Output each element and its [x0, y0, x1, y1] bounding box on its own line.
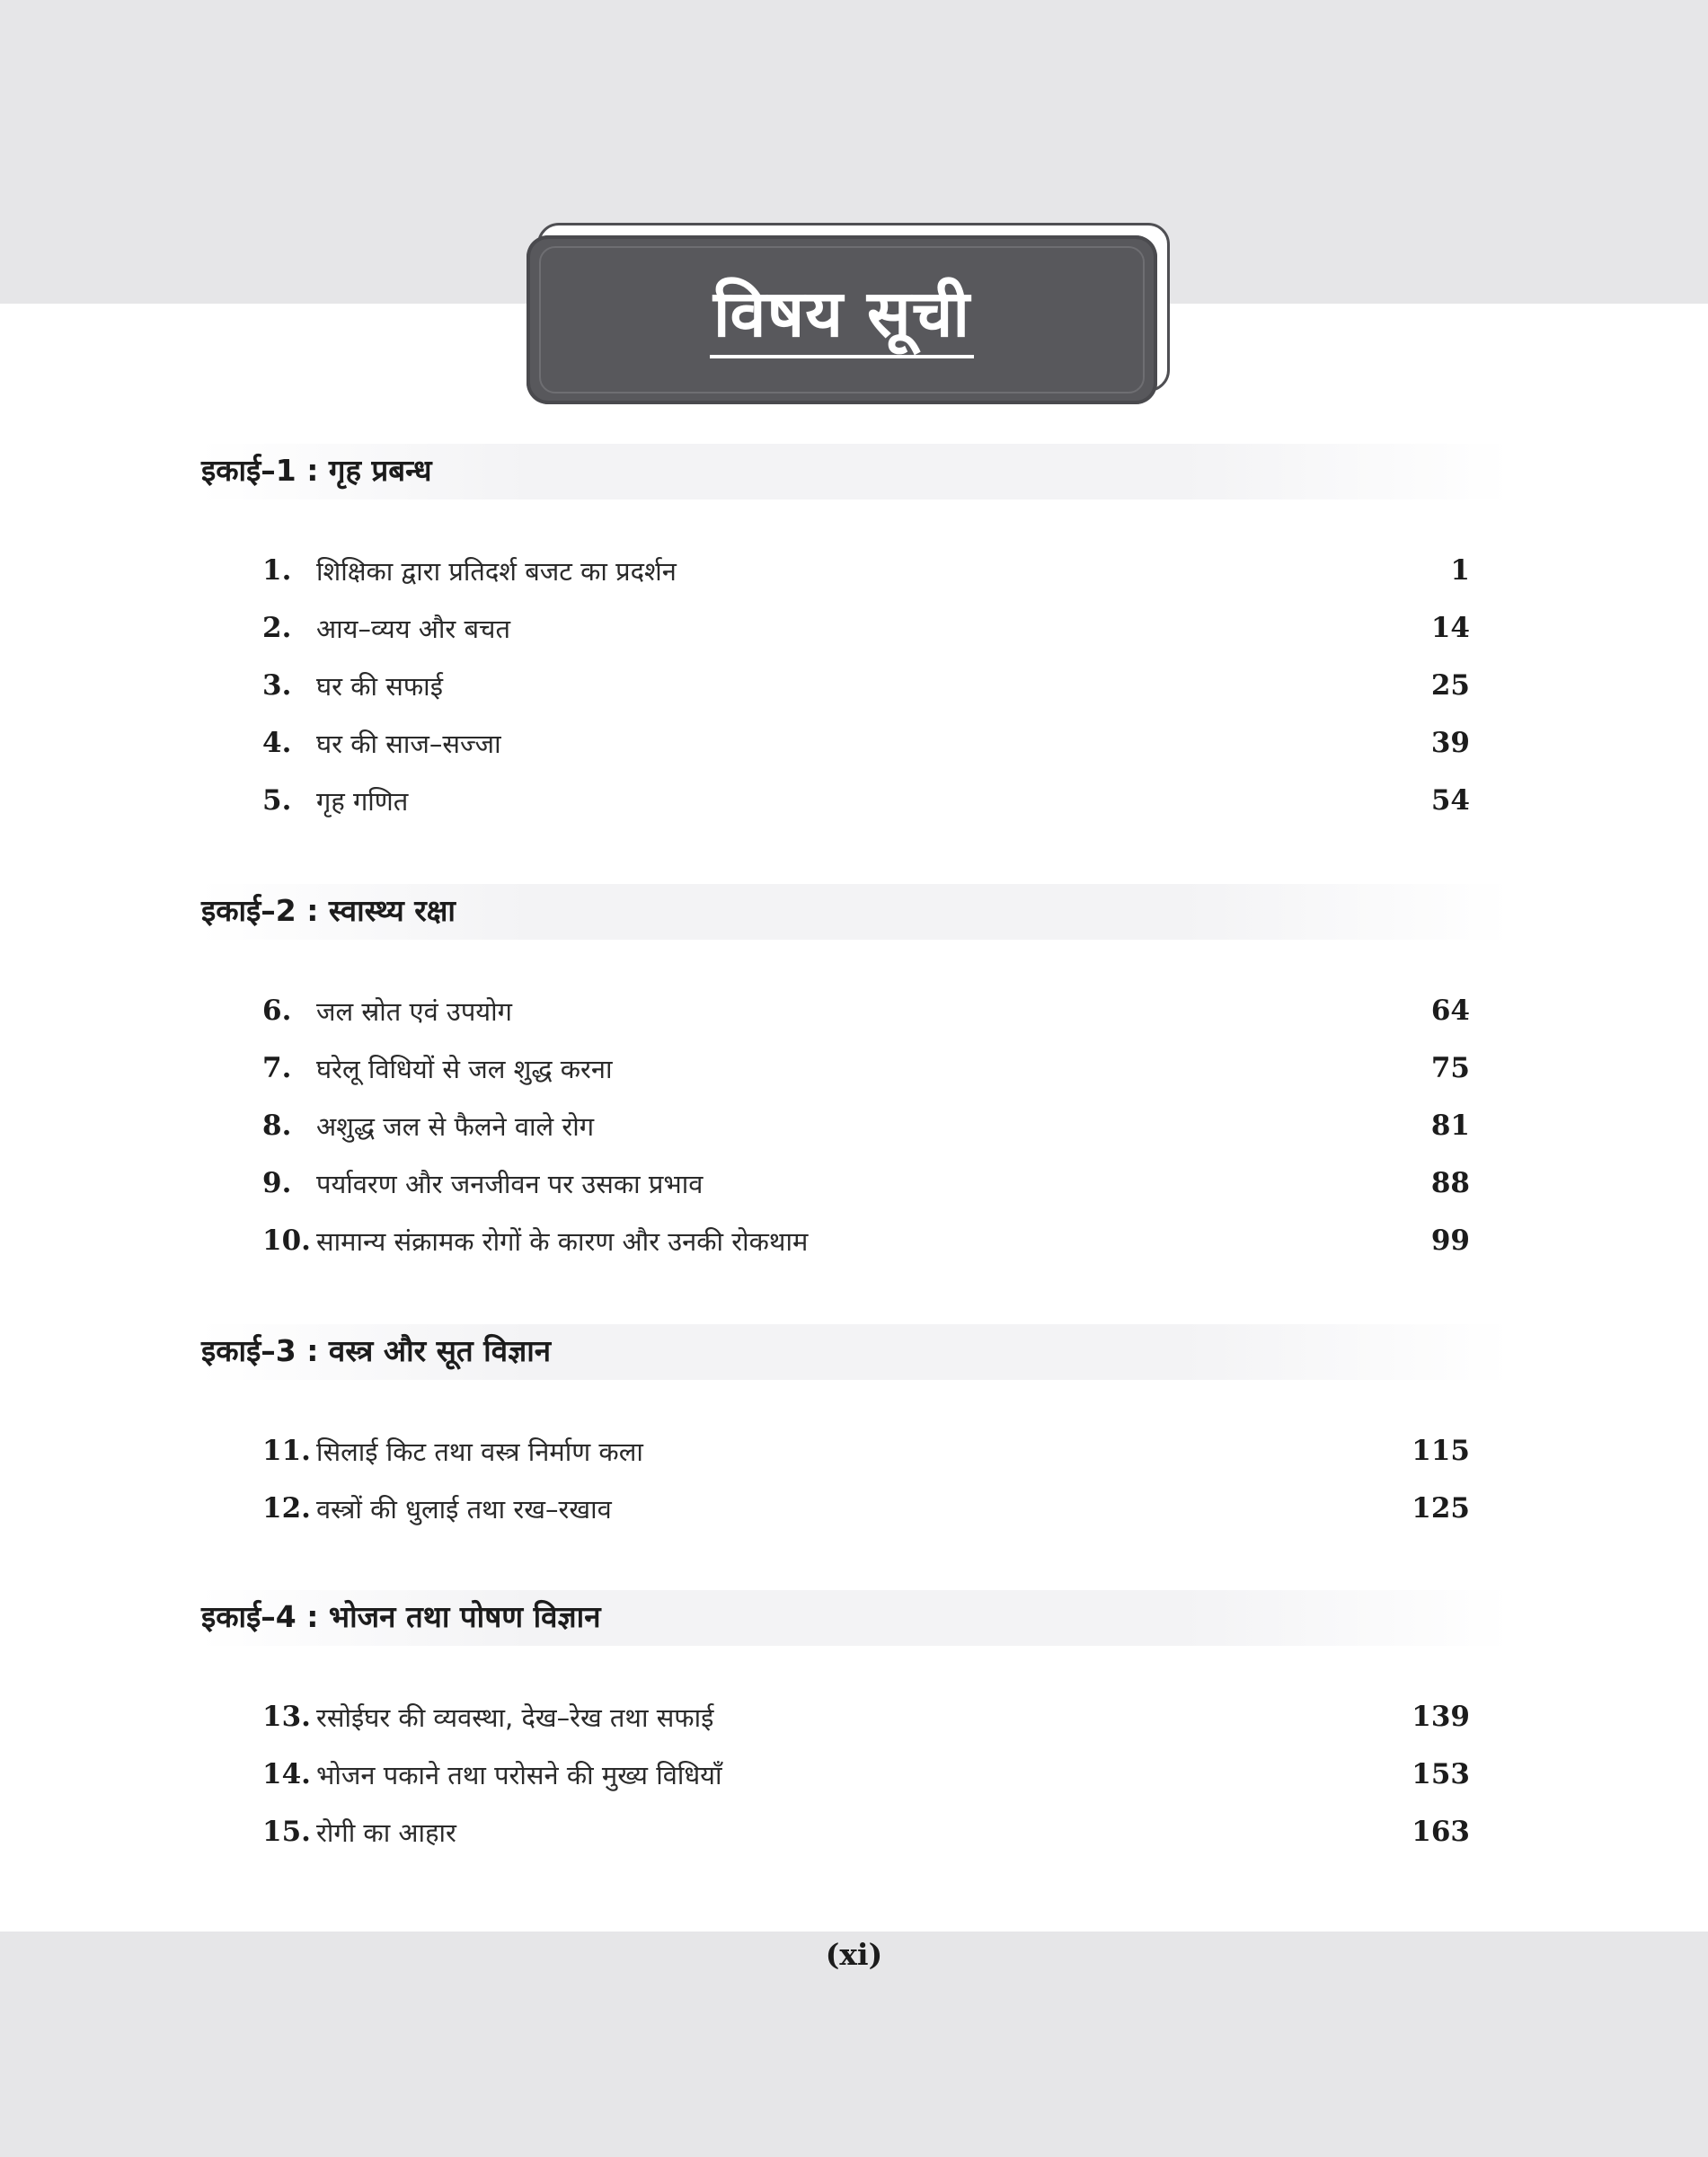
unit-1-heading: इकाई–1 : गृह प्रबन्ध: [201, 453, 432, 488]
unit-2-heading: इकाई–2 : स्वास्थ्य रक्षा: [201, 893, 456, 928]
chapter-title: आय–व्यय और बचत: [316, 613, 510, 644]
chapter-number: 10.: [262, 1224, 311, 1257]
chapter-page: 153: [1412, 1758, 1470, 1790]
chapter-title: रोगी का आहार: [316, 1817, 456, 1848]
chapter-title: रसोईघर की व्यवस्था, देख–रेख तथा सफाई: [316, 1702, 714, 1733]
chapter-number: 1.: [262, 554, 292, 587]
toc-row[interactable]: [262, 720, 1470, 765]
toc-row[interactable]: [262, 1046, 1470, 1091]
chapter-title: वस्त्रों की धुलाई तथा रख–रखाव: [316, 1493, 612, 1525]
chapter-page: 14: [1430, 612, 1470, 644]
chapter-title: सिलाई किट तथा वस्त्र निर्माण कला: [316, 1436, 643, 1467]
chapter-title: घर की सफाई: [316, 670, 443, 702]
toc-row[interactable]: [262, 1486, 1470, 1531]
chapter-page: 64: [1430, 995, 1470, 1027]
toc-row[interactable]: [262, 606, 1470, 650]
toc-row[interactable]: [262, 663, 1470, 708]
chapter-number: 15.: [262, 1816, 311, 1848]
chapter-title: गृह गणित: [316, 785, 409, 817]
chapter-page: 1: [1450, 554, 1470, 587]
toc-row[interactable]: [262, 1428, 1470, 1473]
chapter-title: घर की साज–सज्जा: [316, 728, 501, 759]
chapter-number: 8.: [262, 1109, 292, 1142]
chapter-number: 13.: [262, 1701, 311, 1733]
page-title-container: [527, 235, 1157, 404]
toc-row[interactable]: [262, 1752, 1470, 1797]
chapter-title: पर्यावरण और जनजीवन पर उसका प्रभाव: [316, 1168, 704, 1199]
chapter-page: 139: [1412, 1701, 1470, 1733]
toc-row[interactable]: [262, 1694, 1470, 1739]
toc-row[interactable]: [262, 778, 1470, 823]
chapter-page: 75: [1430, 1052, 1470, 1084]
chapter-page: 25: [1430, 669, 1470, 702]
chapter-title: भोजन पकाने तथा परोसने की मुख्य विधियाँ: [316, 1759, 722, 1790]
chapter-page: 81: [1430, 1109, 1470, 1142]
chapter-title: सामान्य संक्रामक रोगों के कारण और उनकी रोकथाम: [316, 1225, 809, 1257]
chapter-page: 99: [1430, 1224, 1470, 1257]
chapter-title: अशुद्ध जल से फैलने वाले रोग: [316, 1110, 595, 1142]
chapter-title: जल स्रोत एवं उपयोग: [316, 995, 512, 1027]
chapter-page: 39: [1430, 727, 1470, 759]
chapter-page: 163: [1412, 1816, 1470, 1848]
chapter-number: 5.: [262, 784, 292, 817]
toc-row[interactable]: [262, 988, 1470, 1033]
unit-3-heading: इकाई–3 : वस्त्र और सूत विज्ञान: [201, 1333, 552, 1368]
chapter-title: शिक्षिका द्वारा प्रतिदर्श बजट का प्रदर्शन: [316, 555, 677, 587]
toc-row[interactable]: [262, 1103, 1470, 1148]
chapter-page: 54: [1430, 784, 1470, 817]
chapter-number: 9.: [262, 1167, 292, 1199]
chapter-number: 11.: [262, 1435, 311, 1467]
chapter-number: 14.: [262, 1758, 311, 1790]
chapter-page: 115: [1412, 1435, 1470, 1467]
chapter-number: 2.: [262, 612, 292, 644]
toc-row[interactable]: [262, 1161, 1470, 1206]
page-number: (xi): [825, 1937, 883, 1972]
chapter-number: 7.: [262, 1052, 292, 1084]
chapter-number: 12.: [262, 1492, 311, 1525]
chapter-page: 88: [1430, 1167, 1470, 1199]
toc-row[interactable]: [262, 1809, 1470, 1854]
chapter-number: 6.: [262, 995, 292, 1027]
chapter-page: 125: [1412, 1492, 1470, 1525]
chapter-number: 3.: [262, 669, 292, 702]
chapter-number: 4.: [262, 727, 292, 759]
unit-4-heading: इकाई–4 : भोजन तथा पोषण विज्ञान: [201, 1599, 601, 1634]
chapter-title: घरेलू विधियों से जल शुद्ध करना: [316, 1053, 613, 1084]
toc-row[interactable]: [262, 1218, 1470, 1263]
toc-row[interactable]: [262, 548, 1470, 593]
page-title: विषय सूची: [710, 281, 974, 358]
